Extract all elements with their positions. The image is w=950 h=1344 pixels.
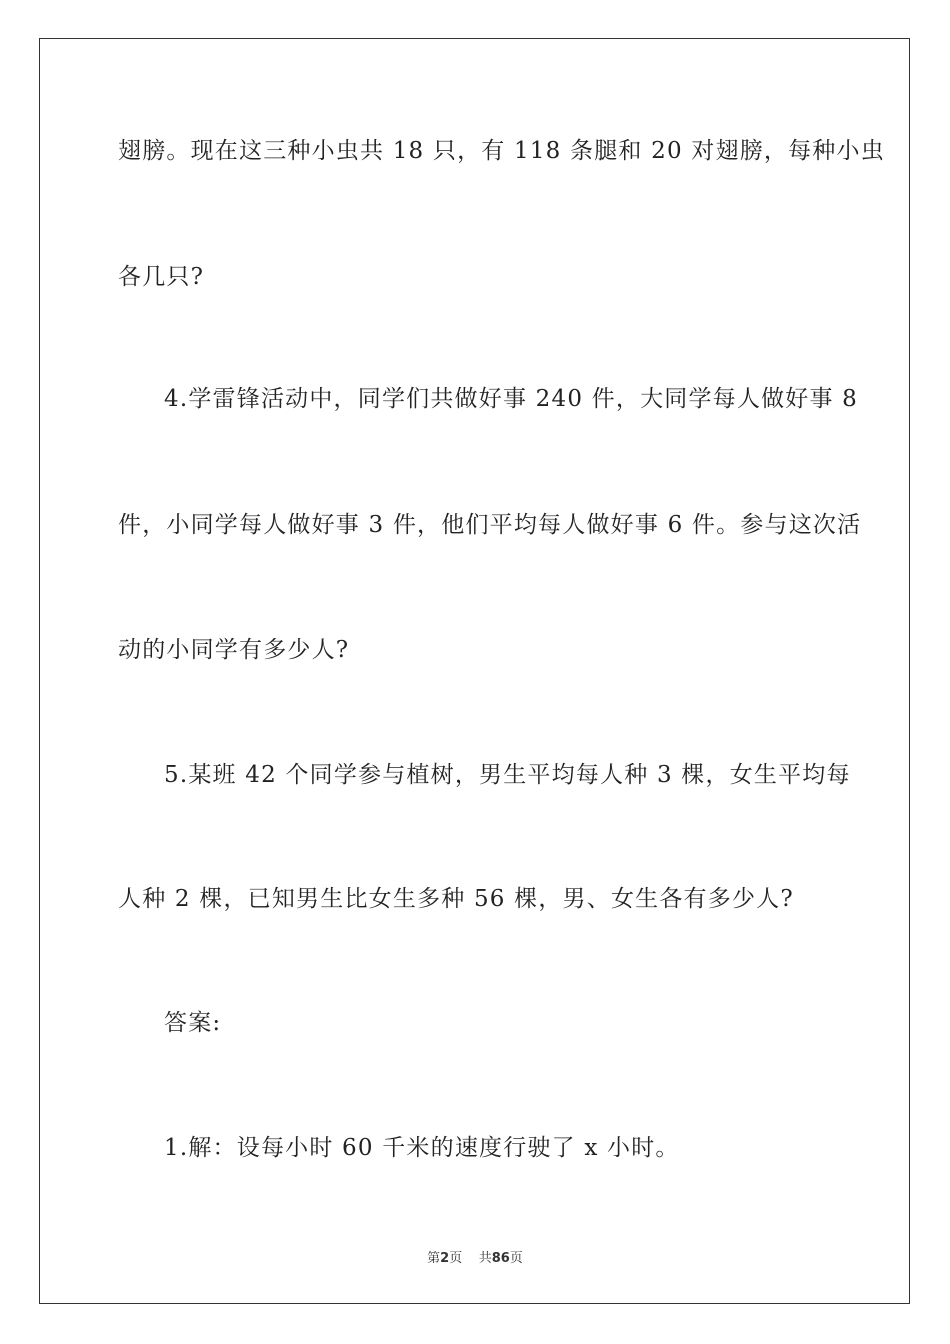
footer-total-pages: 86	[491, 1251, 510, 1266]
footer-page-suffix: 页	[449, 1251, 463, 1266]
question-4-line-3: 动的小同学有多少人?	[118, 637, 350, 663]
question-4-line-2: 件，小同学每人做好事 3 件，他们平均每人做好事 6 件。参与这次活	[118, 512, 862, 538]
footer-page-prefix: 第	[427, 1251, 441, 1266]
answer-1-line-1: 1.解：设每小时 60 千米的速度行驶了 x 小时。	[164, 1135, 680, 1161]
question-5-line-1: 5.某班 42 个同学参与植树，男生平均每人种 3 棵，女生平均每	[164, 762, 851, 788]
footer-page-number: 2	[440, 1251, 450, 1266]
footer-total-prefix: 共	[478, 1251, 492, 1266]
question-5-line-2: 人种 2 棵，已知男生比女生多种 56 棵，男、女生各有多少人?	[118, 886, 794, 912]
text-line-1: 翅膀。现在这三种小虫共 18 只，有 118 条腿和 20 对翅膀，每种小虫	[118, 138, 885, 164]
page-footer	[0, 1247, 950, 1266]
answer-heading: 答案:	[164, 1010, 222, 1036]
page-border	[39, 38, 910, 1304]
question-4-line-1: 4.学雷锋活动中，同学们共做好事 240 件，大同学每人做好事 8	[164, 386, 859, 412]
text-line-2: 各几只?	[118, 264, 205, 290]
footer-total-suffix: 页	[509, 1251, 523, 1266]
